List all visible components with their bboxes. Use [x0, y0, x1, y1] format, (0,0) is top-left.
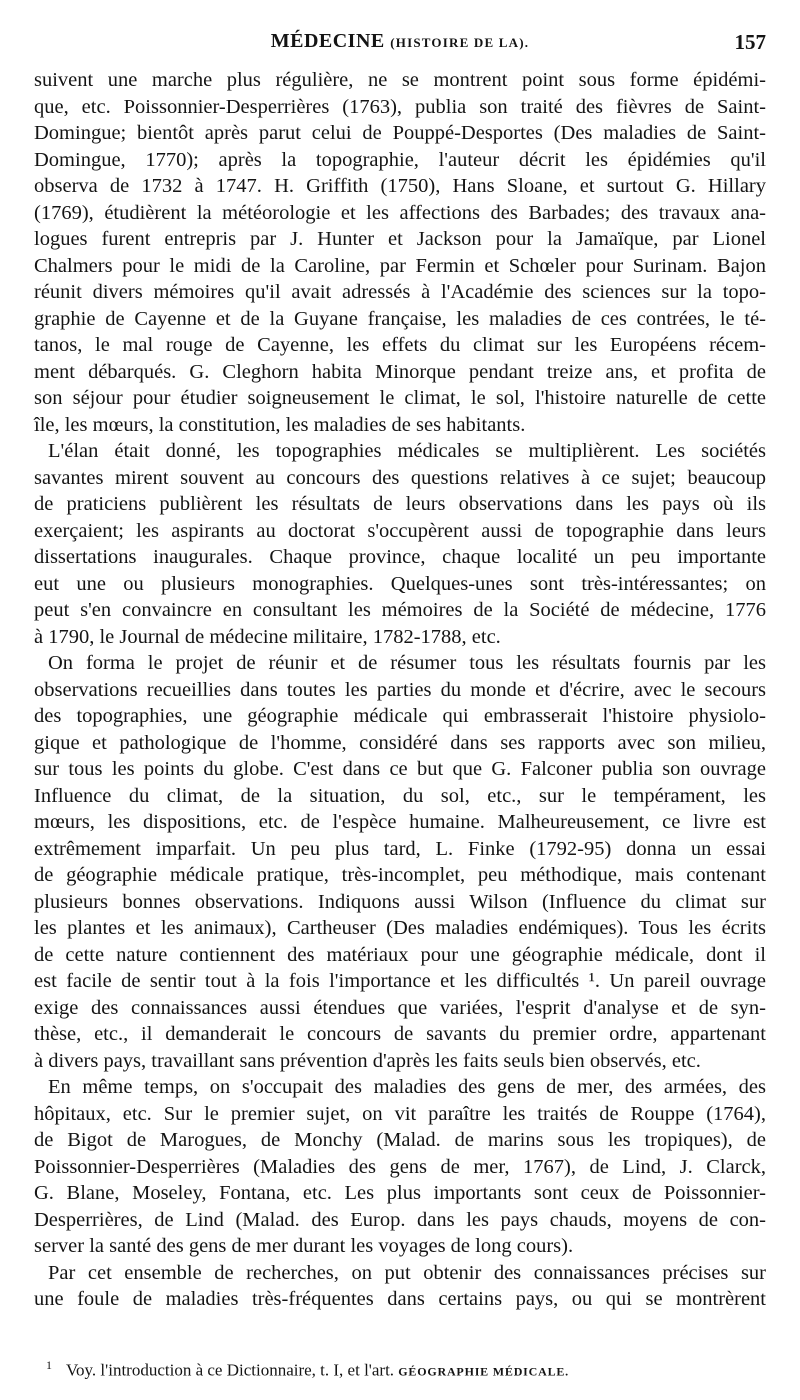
text-line: peut s'en convaincre en consultant les mémoires de la Société de médecine, 1776	[34, 599, 766, 621]
text-line: L'élan était donné, les topographies médicales se multiplièrent. Les sociétés	[48, 440, 766, 462]
text-line: son séjour pour étudier soigneusement le climat, le sol, l'histoire naturelle de cette	[34, 387, 766, 409]
text-line: On forma le projet de réunir et de résumer tous les résultats fournis par les	[48, 652, 766, 674]
text-line: de géographie médicale pratique, très-incomplet, peu méthodique, mais contenant	[34, 864, 766, 886]
text-line: Chalmers pour le midi de la Caroline, par Fermin et Schœler pour Surinam. Bajon	[34, 254, 766, 277]
text-line: suivent une marche plus régulière, ne se montrent point sous forme épidémi-	[34, 69, 766, 91]
text-line: Domingue, 1770); après la topographie, l'auteur décrit les épidémies qu'il	[34, 148, 766, 171]
text-line: tanos, le mal rouge de Cayenne, les effets du climat sur les Européens récem-	[34, 334, 766, 356]
paragraph	[34, 67, 766, 438]
text-line: de Bigot de Marogues, de Monchy (Malad. de marins sous les tropiques), de	[34, 1129, 766, 1151]
text-line: exerçaient; les aspirants au doctorat s'occupèrent aussi de topographie dans leurs	[34, 519, 766, 542]
text-line: Influence du climat, de la situation, du sol, etc., sur le tempérament, les	[34, 784, 766, 807]
text-line: de praticiens publièrent les résultats de leurs observations dans les pays où ils	[34, 493, 766, 515]
footnote-reference: GÉOGRAPHIE MÉDICALE.	[398, 1364, 569, 1379]
running-title-subtitle: (HISTOIRE DE LA).	[390, 35, 530, 50]
text-line: plusieurs bonnes observations. Indiquons aussi Wilson (Influence du climat sur	[34, 890, 766, 913]
text-line: Domingue; bientôt après parut celui de Pouppé-Desportes (Des maladies de Saint-	[34, 122, 766, 144]
paragraph	[34, 438, 766, 650]
paragraph	[34, 650, 766, 1074]
text-line: réunit divers mémoires qu'il avait adressés à l'Académie des sciences sur la topo-	[34, 281, 766, 303]
text-line: eut une ou plusieurs monographies. Quelques-unes sont très-intéressantes; on	[34, 572, 766, 595]
paragraph	[34, 1074, 766, 1260]
text-line: île, les mœurs, la constitution, les maladies de ses habitants.	[34, 413, 526, 436]
text-line: les plantes et les animaux), Cartheuser (Des maladies endémiques). Tous les écrits	[34, 917, 766, 939]
text-line: à 1790, le Journal de médecine militaire, 1782-1788, etc.	[34, 625, 501, 648]
text-line: une foule de maladies très-fréquentes dans certains pays, ou qui se montrèrent	[34, 1288, 766, 1310]
page-number: 157	[734, 30, 766, 54]
text-line: observa de 1732 à 1747. H. Griffith (1750), Hans Sloane, et surtout G. Hillary	[34, 175, 766, 197]
text-line: mœurs, les dispositions, etc. de l'espèce humaine. Malheureusement, ce livre est	[34, 811, 766, 833]
footnote	[46, 1354, 766, 1383]
running-title	[34, 30, 766, 53]
footnote-text: Voy. l'introduction à ce Dictionnaire, t. I, et l'art.	[65, 1360, 395, 1380]
text-line: exige des connaissances aussi étendues que variées, l'esprit d'analyse et de syn-	[34, 996, 766, 1019]
text-line: logues furent entrepris par J. Hunter et Jackson pour la Jamaïque, par Lionel	[34, 228, 766, 250]
text-line: savantes mirent souvent au concours des questions relatives à ce sujet; beaucoup	[34, 466, 766, 489]
text-line: En même temps, on s'occupait des maladies des gens de mer, des armées, des	[48, 1076, 766, 1098]
running-title-main: MÉDECINE	[270, 30, 385, 52]
text-line: extrêmement imparfait. Un peu plus tard, L. Finke (1792-95) donna un essai	[34, 837, 766, 860]
paragraph	[34, 1260, 766, 1313]
text-line: de cette nature contiennent des matériaux pour une géographie médicale, dont il	[34, 943, 766, 966]
text-line: Par cet ensemble de recherches, on put obtenir des connaissances précises sur	[48, 1261, 766, 1284]
body-text	[34, 67, 766, 1313]
text-line: est facile de sentir tout à la fois l'importance et les difficultés ¹. Un pareil ouvrage	[34, 970, 766, 992]
text-line: Desperrières, de Lind (Malad. des Europ. dans les pays chauds, moyens de con-	[34, 1208, 766, 1231]
text-line: graphie de Cayenne et de la Guyane française, les maladies de ces contrées, le té-	[34, 307, 766, 330]
text-line: server la santé des gens de mer durant les voyages de long cours).	[34, 1235, 574, 1257]
text-line: ment débarqués. G. Cleghorn habita Minorque pendant treize ans, et profita de	[34, 360, 766, 383]
text-line: que, etc. Poissonnier-Desperrières (1763), publia son traité des fièvres de Saint-	[34, 95, 766, 118]
text-line: à divers pays, travaillant sans prévention d'après les faits seuls bien observés, etc.	[34, 1049, 701, 1072]
text-line: gique et pathologique de l'homme, considéré dans ses rapports avec son milieu,	[34, 731, 766, 754]
text-line: hôpitaux, etc. Sur le premier sujet, on vit paraître les traités de Rouppe (1764),	[34, 1102, 766, 1125]
text-line: (1769), étudièrent la météorologie et les affections des Barbades; des travaux ana-	[34, 201, 766, 224]
text-line: thèse, etc., il demanderait le concours de savants du premier ordre, appartenant	[34, 1023, 766, 1045]
running-header	[34, 30, 766, 64]
text-line: Poissonnier-Desperrières (Maladies des gens de mer, 1767), de Lind, J. Clarck,	[34, 1155, 766, 1178]
text-line: des topographies, une géographie médicale qui embrasserait l'histoire physiolo-	[34, 705, 766, 727]
text-line: sur tous les points du globe. C'est dans ce but que G. Falconer publia son ouvrage	[34, 758, 766, 780]
text-line: dissertations inaugurales. Chaque province, chaque localité un peu importante	[34, 546, 766, 568]
footnote-mark: 1	[46, 1358, 52, 1372]
text-line: G. Blane, Moseley, Fontana, etc. Les plus importants sont ceux de Poissonnier-	[34, 1182, 766, 1204]
text-line: observations recueillies dans toutes les parties du monde et d'écrire, avec le secours	[34, 678, 766, 701]
